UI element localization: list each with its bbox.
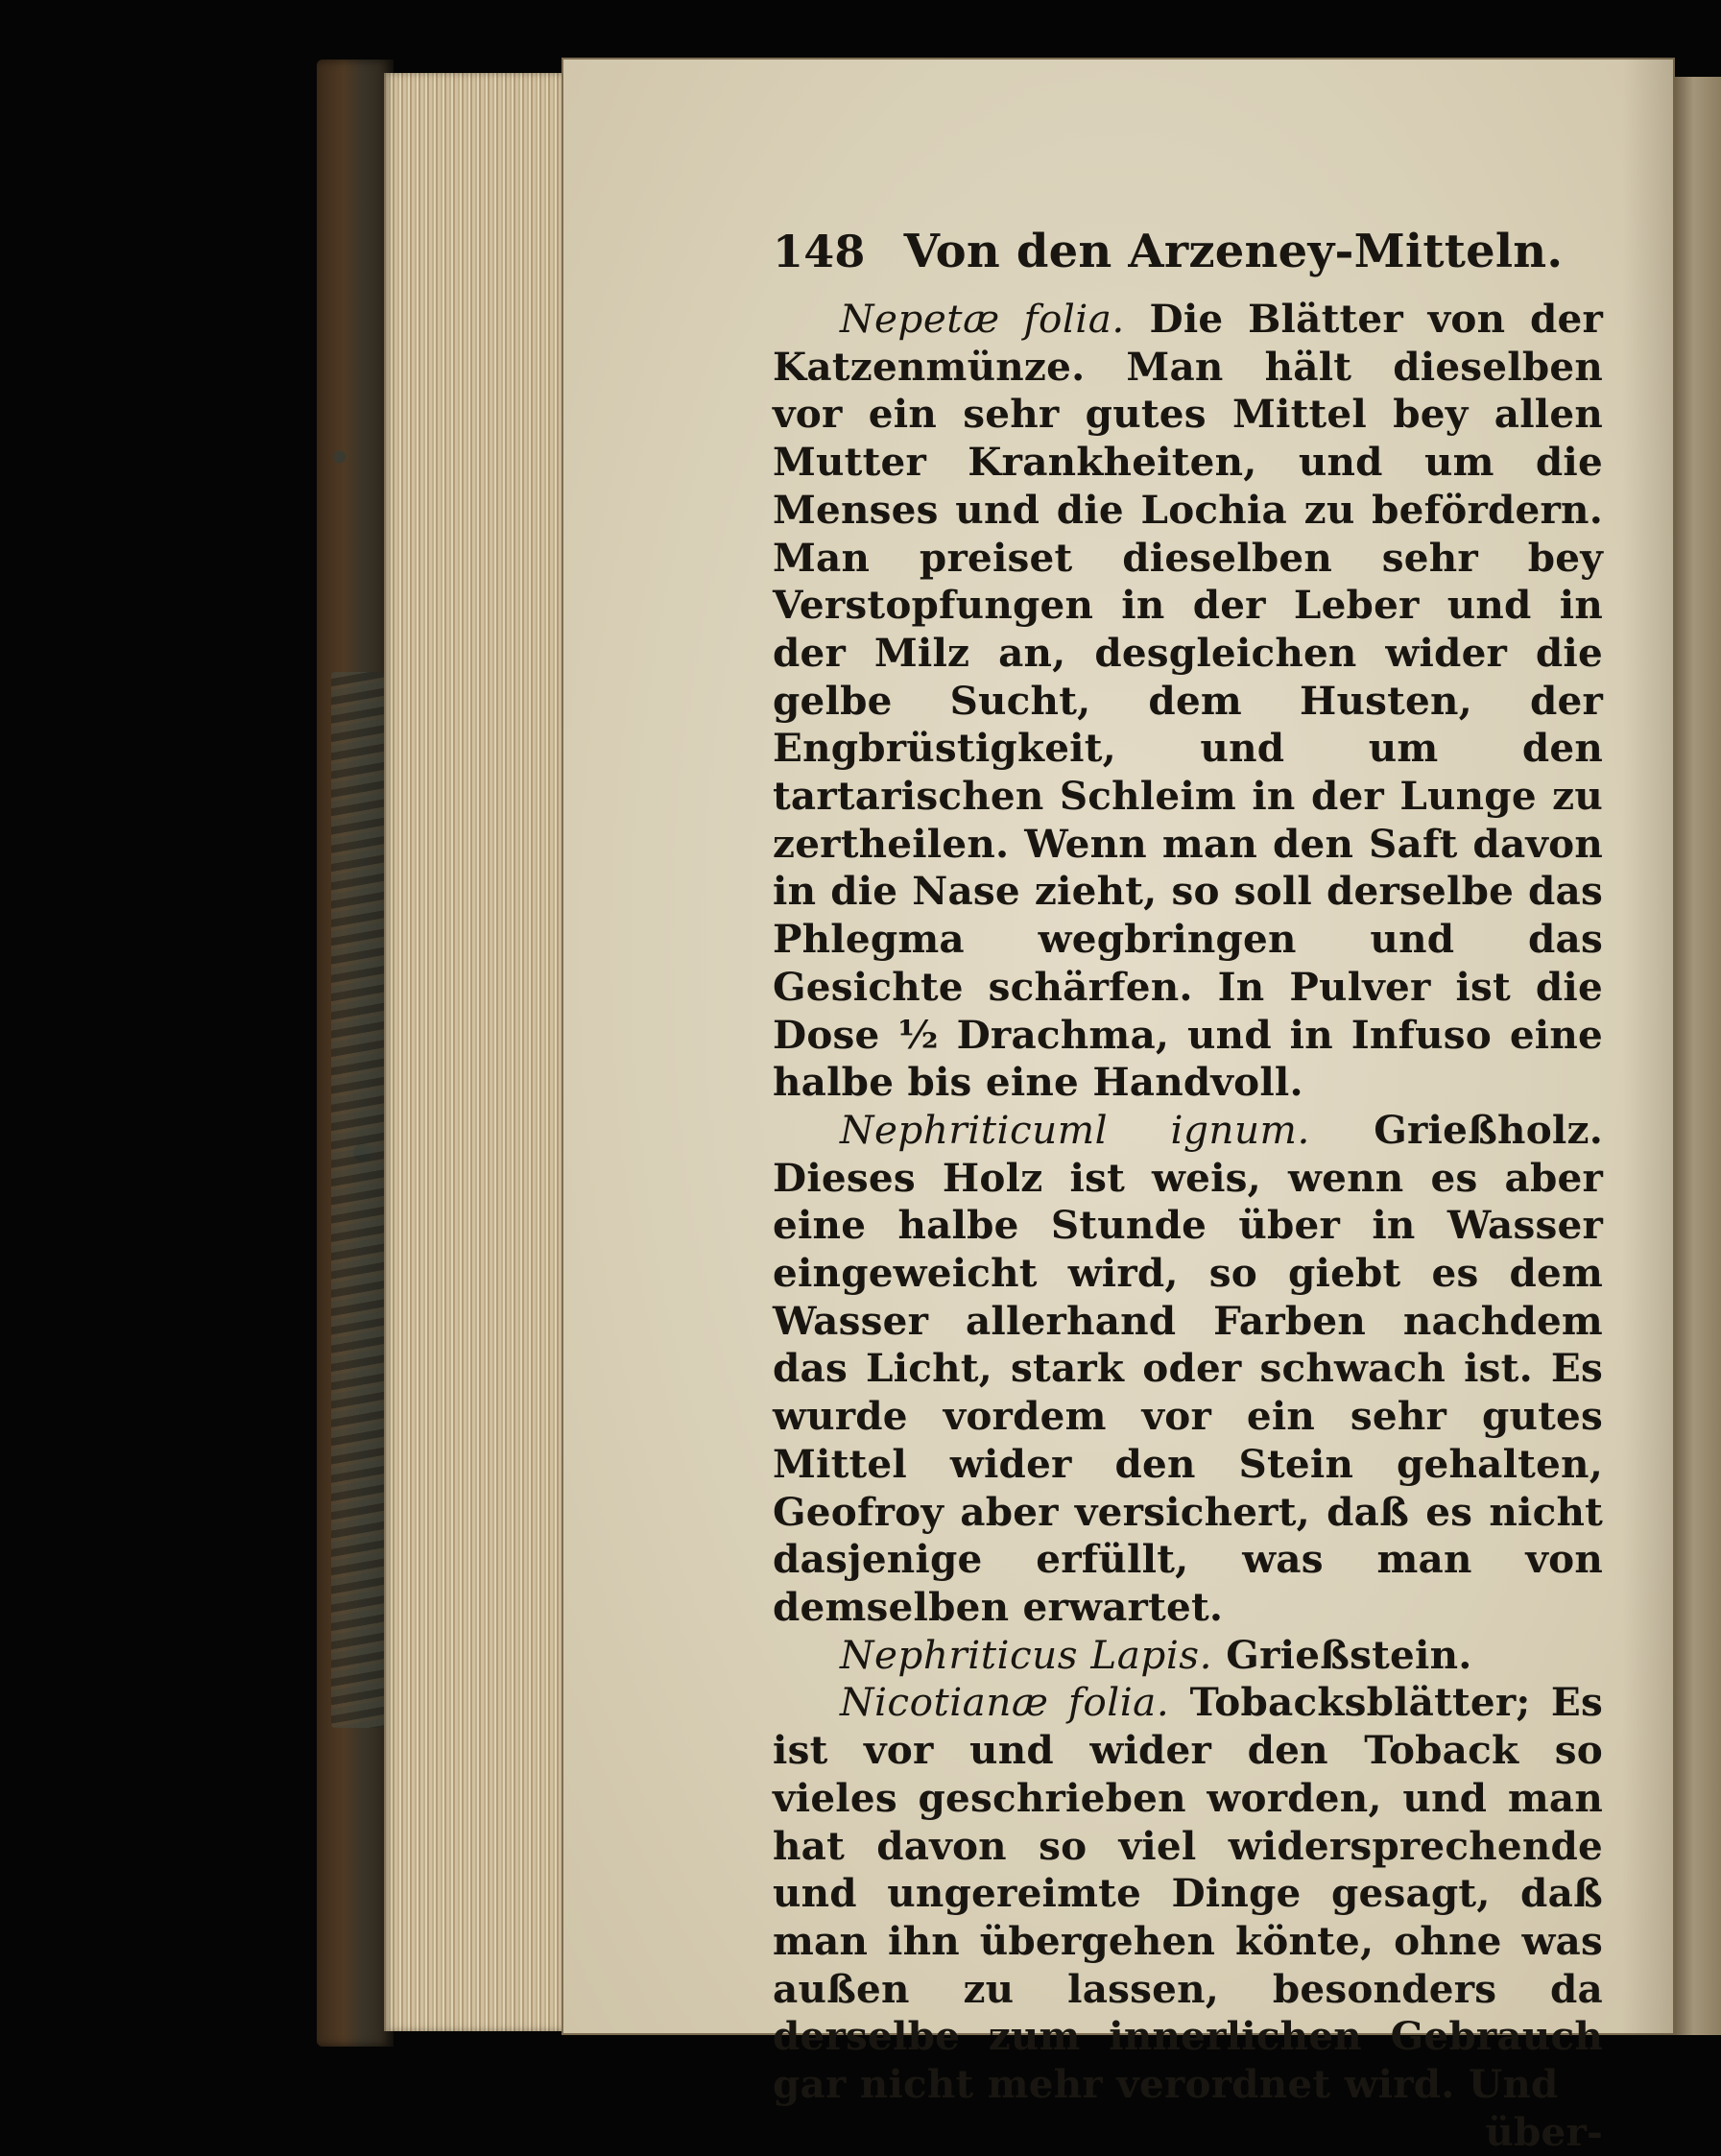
page-header [773, 225, 1603, 296]
entry-latin-term: Nephriticuml ignum. [840, 1106, 1310, 1153]
facing-page-edge [1675, 77, 1721, 2035]
entry-text: Tobacksblätter; Es ist vor und wider den Toback so vieles geschrieben worden, und man hat davon so viel widersprechende und ungereimte Dinge gesagt, daß man ihn übergehen könte, ohne was außen zu lassen, besonders da derselbe zum innerlichen Gebrauch gar nicht mehr verordnet wird. Und [773, 1679, 1604, 2108]
entry-latin-term: Nicotianæ folia. [840, 1679, 1170, 1726]
page-text-block [773, 225, 1604, 2156]
running-title: Von den Arzeney-Mitteln. [903, 225, 1564, 278]
catchword: über- [1485, 2108, 1603, 2155]
entry-text: Grießholz. Dieses Holz ist weis, wenn es aber eine halbe Stunde über in Wasser eingeweicht wird, so giebt es dem Wasser allerhand Farben nachdem das Licht, stark oder schwach ist. Es wurde vordem vor ein sehr gutes Mittel wider den Stein gehalten, Geofroy aber versichert, daß es nicht dasjenige erfüllt, was man von demselben erwartet. [773, 1106, 1603, 1630]
entry-nicotiana [773, 1679, 1603, 2108]
entry-nephriticum-lignum [773, 1107, 1603, 1632]
entry-latin-term: Nephriticus Lapis. [840, 1631, 1212, 1678]
page-number: 148 [773, 226, 866, 277]
entry-latin-term: Nepetæ folia. [840, 296, 1125, 342]
page-edges [384, 73, 564, 2031]
entry-nephriticus-lapis [773, 1632, 1603, 1680]
entry-text: Grießstein. [1226, 1631, 1472, 1678]
entry-nepeta [773, 296, 1603, 1107]
entry-text: Die Blätter von der Katzenmünze. Man hält dieselben vor ein sehr gutes Mittel bey allen Mutter Krankheiten, und um die Menses und die Lochia zu befördern. Man preiset dieselben sehr bey Verstopfungen in der Leber und in der Milz an, desgleichen wider die gelbe Sucht, dem Husten, der Engbrüstigkeit, und um den tartarischen Schleim in der Lunge zu zertheilen. Wenn man den Saft davon in die Nase zieht, so soll derselbe das Phlegma wegbringen und das Gesichte schärfen. In Pulver ist die Dose ½ Drachma, und in Infuso eine halbe bis eine Handvoll. [773, 296, 1603, 1106]
marbled-cover-detail [331, 672, 384, 1728]
